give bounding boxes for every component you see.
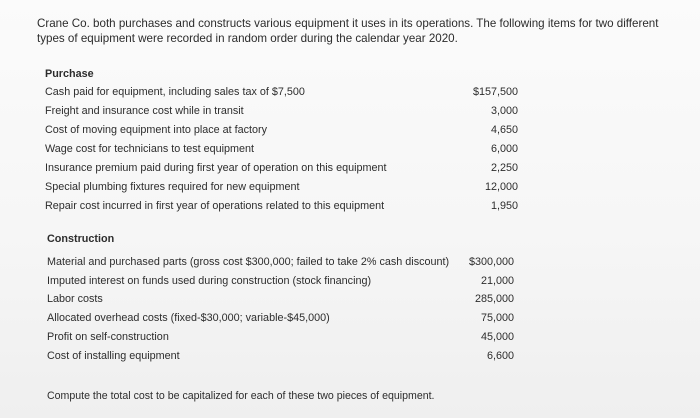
construction-row-label: Labor costs — [47, 293, 103, 305]
purchase-row-value: 12,000 — [484, 181, 518, 193]
purchase-row-label: Insurance premium paid during first year of operation on this equipment — [45, 162, 387, 174]
purchase-row-label: Wage cost for technicians to test equipment — [45, 143, 255, 155]
purchase-row — [45, 161, 525, 179]
purchase-row — [45, 142, 525, 160]
construction-row-value: $300,000 — [468, 256, 514, 268]
purchase-row-value: 1,950 — [490, 200, 518, 212]
construction-row-label: Allocated overhead costs (fixed-$30,000; variable-$45,000) — [47, 312, 330, 324]
construction-row-value: 75,000 — [480, 312, 514, 324]
purchase-section-title: Purchase — [45, 68, 94, 80]
construction-row — [47, 311, 521, 329]
purchase-row-value: 6,000 — [490, 143, 518, 155]
construction-row-value: 6,600 — [486, 350, 514, 362]
purchase-row — [45, 85, 525, 103]
construction-row-label: Imputed interest on funds used during construction (stock financing) — [47, 275, 372, 287]
purchase-row-value: 3,000 — [490, 105, 518, 117]
purchase-row-label: Special plumbing fixtures required for new equipment — [45, 181, 300, 193]
purchase-row-value: 2,250 — [490, 162, 518, 174]
construction-row-label: Material and purchased parts (gross cost $300,000; failed to take 2% cash discount) — [47, 256, 450, 268]
problem-intro: Crane Co. both purchases and constructs various equipment it uses in its operations. The following items for two different types of equipment were recorded in random order during the calendar year 2020. — [37, 17, 659, 45]
construction-row-value: 45,000 — [480, 331, 514, 343]
purchase-row — [45, 199, 525, 217]
purchase-row — [45, 180, 525, 198]
construction-section-title: Construction — [47, 233, 115, 245]
construction-row-value: 285,000 — [474, 293, 514, 305]
purchase-row-value: 4,650 — [490, 124, 518, 136]
construction-row — [47, 349, 521, 367]
construction-row-label: Profit on self-construction — [47, 331, 169, 343]
purchase-row-label: Repair cost incurred in first year of operations related to this equipment — [45, 200, 385, 212]
purchase-row — [45, 104, 525, 122]
purchase-row-value: $157,500 — [472, 86, 518, 98]
purchase-row-label: Cost of moving equipment into place at factory — [45, 124, 268, 136]
construction-row-value: 21,000 — [480, 275, 514, 287]
problem-instruction: Compute the total cost to be capitalized for each of these two pieces of equipment. — [47, 390, 435, 402]
purchase-row-label: Freight and insurance cost while in transit — [45, 105, 244, 117]
purchase-row — [45, 123, 525, 141]
construction-row-label: Cost of installing equipment — [47, 350, 180, 362]
purchase-row-label: Cash paid for equipment, including sales tax of $7,500 — [45, 86, 305, 98]
construction-row — [47, 255, 521, 273]
construction-row — [47, 330, 521, 348]
construction-row — [47, 292, 521, 310]
construction-row — [47, 274, 521, 292]
